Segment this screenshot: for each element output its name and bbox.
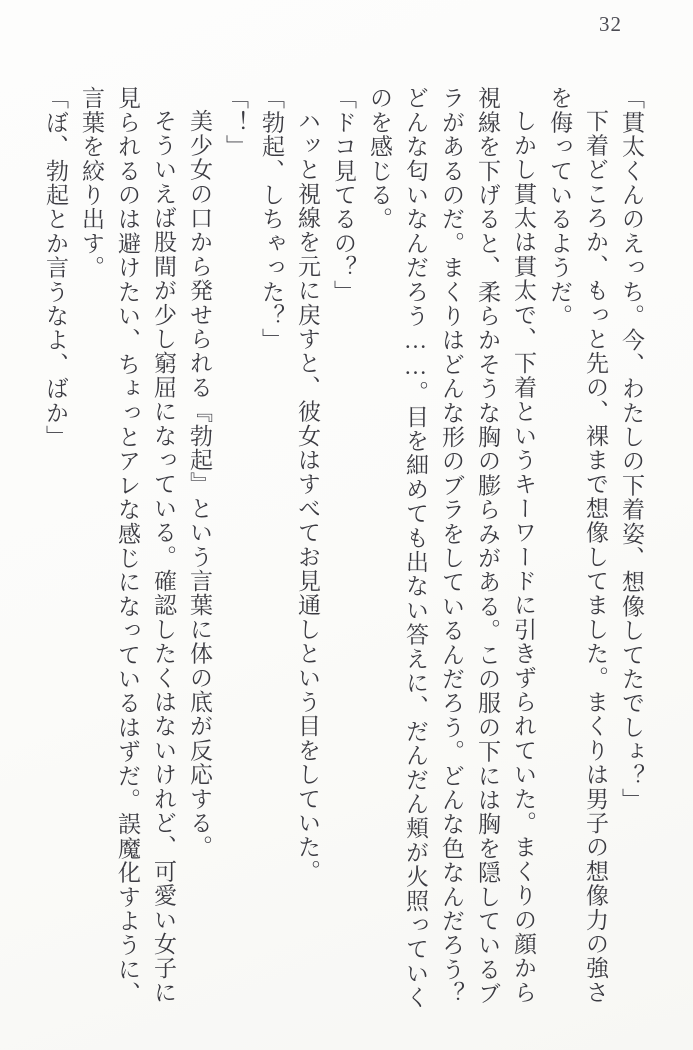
paragraph: 「ドコ見てるの？」 — [331, 86, 356, 304]
page-number: 32 — [599, 12, 622, 36]
paragraph: ハッと視線を元に戻すと、彼女はすべてお見通しという目をしていた。 — [295, 109, 320, 884]
paragraph: 「ぼ、勃起とか言うなよ、ばか」 — [43, 86, 68, 449]
paragraph: 「貫太くんのえっち。今、わたしの下着姿、想像してたでしょ？」 — [619, 86, 644, 812]
page-text-area — [33, 86, 649, 1012]
paragraph: しかし貫太は貫太で、下着というキーワードに引きずられていた。まくりの顔から視線を下げると、柔らかそうな胸の膨らみがある。この服の下には胸を隠しているブラがあるのだ。まくりはどんな形のブラをしているんだろう。どんな色なんだろう？どんな匂いなんだろう……。目を細めても出ない答えに、だんだん頬が火照っていくのを感じる。 — [367, 86, 536, 1010]
paragraph: 下着どころか、もっと先の、裸まで想像してました。まくりは男子の想像力の強さを侮っているようだ。 — [547, 86, 608, 1005]
paragraph: 美少女の口から発せられる『勃起』という言葉に体の底が反応する。 — [187, 109, 212, 860]
paragraph: 「！」 — [223, 86, 248, 159]
paragraph: そういえば股間が少し窮屈になっている。確認したくはないけれど、可愛い女子に見られるのは避けたい、ちょっとアレな感じになっているはずだ。誤魔化すように、言葉を絞り出す。 — [79, 86, 176, 1006]
paragraph: 「勃起、しちゃった？」 — [259, 86, 284, 353]
